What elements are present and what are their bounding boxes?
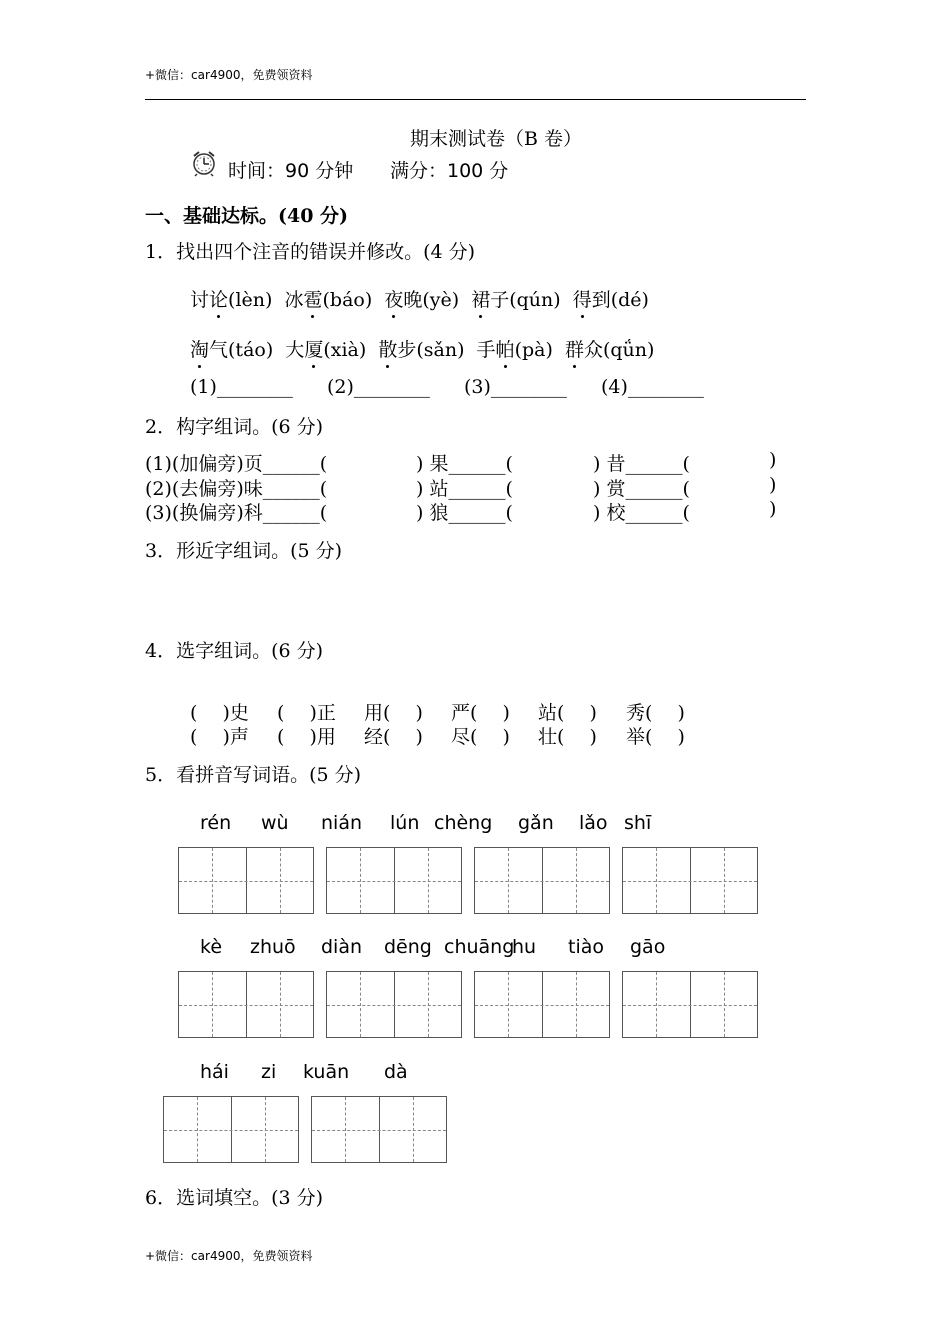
q1-row-1 [190, 285, 649, 312]
question-1: 1．找出四个注音的错误并修改。(4 分) [145, 241, 476, 263]
watermark-bottom: +微信：car4900，免费领资料 [145, 1249, 313, 1263]
q4-item[interactable]: ( )史 [190, 702, 249, 724]
writing-grid[interactable] [163, 1096, 299, 1163]
q2-row-3-a: (3)(换偏旁)科______( [145, 502, 328, 524]
q2-row-1-a: (1)(加偏旁)页______( [145, 453, 328, 475]
pinyin: dà [384, 1061, 408, 1083]
pinyin: dēng [384, 936, 432, 958]
clock-icon [190, 149, 218, 177]
pinyin: chèng [434, 812, 493, 834]
writing-grid[interactable] [178, 971, 314, 1038]
pinyin: lǎo [579, 812, 608, 834]
writing-grid[interactable] [622, 847, 758, 914]
question-2: 2．构字组词。(6 分) [145, 416, 324, 438]
pinyin: zi [261, 1061, 277, 1083]
pinyin: kuān [303, 1061, 350, 1083]
pinyin: nián [321, 812, 363, 834]
pinyin: diàn [321, 936, 363, 958]
pinyin: rén [200, 812, 232, 834]
q1-row-2 [190, 335, 654, 362]
q1-word: 冰雹(báo) [284, 289, 372, 311]
q4-item[interactable]: 壮( ) [538, 726, 597, 748]
watermark-top: +微信：car4900，免费领资料 [145, 68, 313, 82]
exam-time: 时间：90 分钟 [228, 160, 354, 182]
q1-word: 夜晚(yè) [384, 289, 459, 311]
writing-grid[interactable] [326, 971, 462, 1038]
q2-row-1-d: ) [769, 449, 777, 471]
pinyin: gǎn [518, 812, 554, 834]
q4-item[interactable]: ( )正 [277, 702, 336, 724]
pinyin: zhuō [250, 936, 296, 958]
q1-word: 得到(dé) [573, 289, 649, 311]
q4-item[interactable]: 严( ) [451, 702, 510, 724]
pinyin: shī [624, 812, 652, 834]
q1-word: 散步(sǎn) [378, 339, 464, 361]
q1-word: 大厦(xià) [285, 339, 366, 361]
q1-answer-3[interactable]: (3)________ [464, 376, 567, 398]
q1-word: 手帕(pà) [477, 339, 553, 361]
pinyin: chuāng [444, 936, 515, 958]
writing-grid[interactable] [474, 847, 610, 914]
q4-item[interactable]: ( )用 [277, 726, 336, 748]
q1-answer-1[interactable]: (1)________ [190, 376, 293, 398]
pinyin: gāo [630, 936, 666, 958]
q4-item[interactable]: 站( ) [538, 702, 597, 724]
q4-item[interactable]: 举( ) [626, 726, 685, 748]
pinyin: tiào [568, 936, 604, 958]
writing-grid[interactable] [326, 847, 462, 914]
q4-item[interactable]: 尽( ) [451, 726, 510, 748]
q2-row-2-a: (2)(去偏旁)味______( [145, 478, 328, 500]
question-3: 3．形近字组词。(5 分) [145, 540, 343, 562]
q4-item[interactable]: 用( ) [364, 702, 423, 724]
q1-word: 群众(qǘn) [565, 339, 654, 361]
q2-row-2-d: ) [769, 474, 777, 496]
q4-item[interactable]: 经( ) [364, 726, 423, 748]
q1-answer-4[interactable]: (4)________ [601, 376, 704, 398]
q2-row-2-b: ) 站______( [416, 478, 513, 500]
q2-row-3-d: ) [769, 498, 777, 520]
exam-full-score: 满分：100 分 [390, 160, 509, 182]
q1-word: 淘气(táo) [190, 339, 273, 361]
q2-row-2-c: ) 赏______( [593, 478, 690, 500]
q4-item[interactable]: ( )声 [190, 726, 249, 748]
header-divider [145, 99, 806, 100]
q1-word: 裙子(qún) [471, 289, 560, 311]
writing-grid[interactable] [474, 971, 610, 1038]
pinyin: hái [200, 1061, 229, 1083]
q2-row-3-c: ) 校______( [593, 502, 690, 524]
q2-row-3-b: ) 狼______( [416, 502, 513, 524]
question-6: 6．选词填空。(3 分) [145, 1187, 324, 1209]
writing-grid[interactable] [622, 971, 758, 1038]
section-heading: 一、基础达标。(40 分) [145, 205, 349, 227]
q1-word: 讨论(lèn) [190, 289, 272, 311]
page-title: 期末测试卷（B 卷） [410, 128, 583, 150]
q1-answer-2[interactable]: (2)________ [327, 376, 430, 398]
pinyin: kè [200, 936, 223, 958]
question-4: 4．选字组词。(6 分) [145, 640, 324, 662]
pinyin: lún [390, 812, 420, 834]
pinyin: hu [512, 936, 537, 958]
pinyin: wù [261, 812, 289, 834]
q4-item[interactable]: 秀( ) [626, 702, 685, 724]
writing-grid[interactable] [311, 1096, 447, 1163]
question-5: 5．看拼音写词语。(5 分) [145, 764, 362, 786]
writing-grid[interactable] [178, 847, 314, 914]
q2-row-1-c: ) 昔______( [593, 453, 690, 475]
q2-row-1-b: ) 果______( [416, 453, 513, 475]
